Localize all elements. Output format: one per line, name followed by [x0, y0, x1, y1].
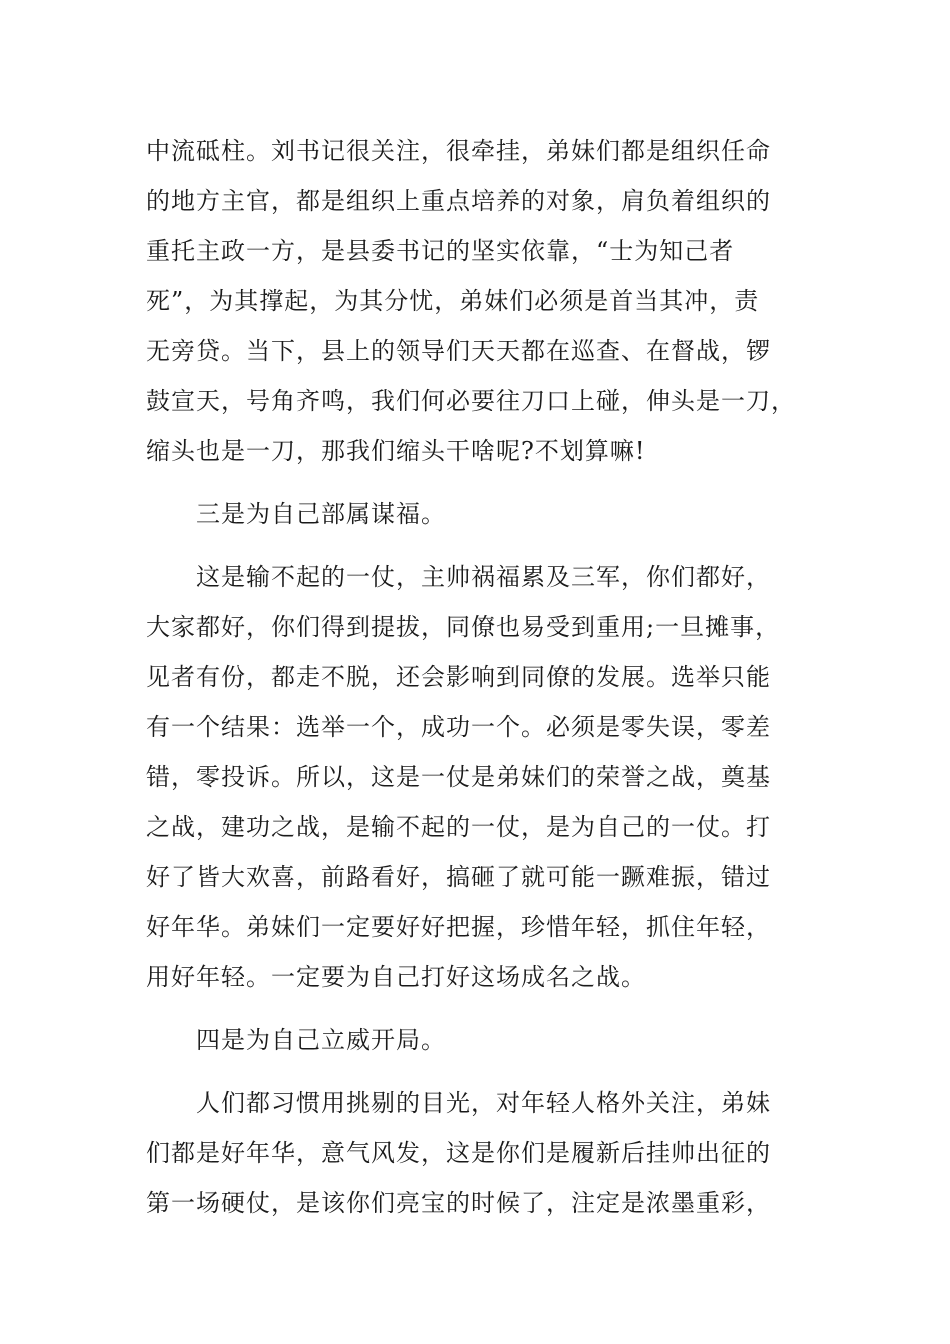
paragraph-line: 重托主政一方，是县委书记的坚实依靠，“士为知己者 — [146, 237, 735, 265]
paragraph-line: 鼓宣天，号角齐鸣，我们何必要往刀口上碰，伸头是一刀， — [146, 387, 796, 415]
paragraph-line: 中流砥柱。刘书记很关注，很牵挂，弟妹们都是组织任命 — [146, 137, 771, 165]
paragraph-line: 无旁贷。当下，县上的领导们天天都在巡查、在督战，锣 — [146, 337, 771, 365]
paragraph-line: 大家都好，你们得到提拔，同僚也易受到重用;一旦摊事， — [146, 613, 781, 641]
section-heading: 四是为自己立威开局。 — [196, 1026, 446, 1054]
paragraph-line: 好了皆大欢喜，前路看好，搞砸了就可能一蹶难振，错过 — [146, 863, 771, 891]
paragraph-line: 死”，为其撑起，为其分忧，弟妹们必须是首当其冲，责 — [146, 287, 760, 315]
paragraph-line: 用好年轻。一定要为自己打好这场成名之战。 — [146, 963, 646, 991]
paragraph-line: 有一个结果：选举一个，成功一个。必须是零失误，零差 — [146, 713, 771, 741]
paragraph-line: 好年华。弟妹们一定要好好把握，珍惜年轻，抓住年轻， — [146, 913, 771, 941]
section-heading: 三是为自己部属谋福。 — [196, 500, 446, 528]
paragraph-line: 见者有份，都走不脱，还会影响到同僚的发展。选举只能 — [146, 663, 771, 691]
paragraph-line: 们都是好年华，意气风发，这是你们是履新后挂帅出征的 — [146, 1139, 771, 1167]
paragraph-line: 的地方主官，都是组织上重点培养的对象，肩负着组织的 — [146, 187, 771, 215]
paragraph-line: 这是输不起的一仗，主帅祸福累及三军，你们都好， — [196, 563, 771, 591]
paragraph-line: 错，零投诉。所以，这是一仗是弟妹们的荣誉之战，奠基 — [146, 763, 771, 791]
paragraph-line: 缩头也是一刀，那我们缩头干啥呢?不划算嘛! — [146, 437, 646, 465]
paragraph-line: 第一场硬仗，是该你们亮宝的时候了，注定是浓墨重彩， — [146, 1189, 771, 1217]
paragraph-line: 人们都习惯用挑剔的目光，对年轻人格外关注，弟妹 — [196, 1089, 771, 1117]
paragraph-line: 之战，建功之战，是输不起的一仗，是为自己的一仗。打 — [146, 813, 771, 841]
